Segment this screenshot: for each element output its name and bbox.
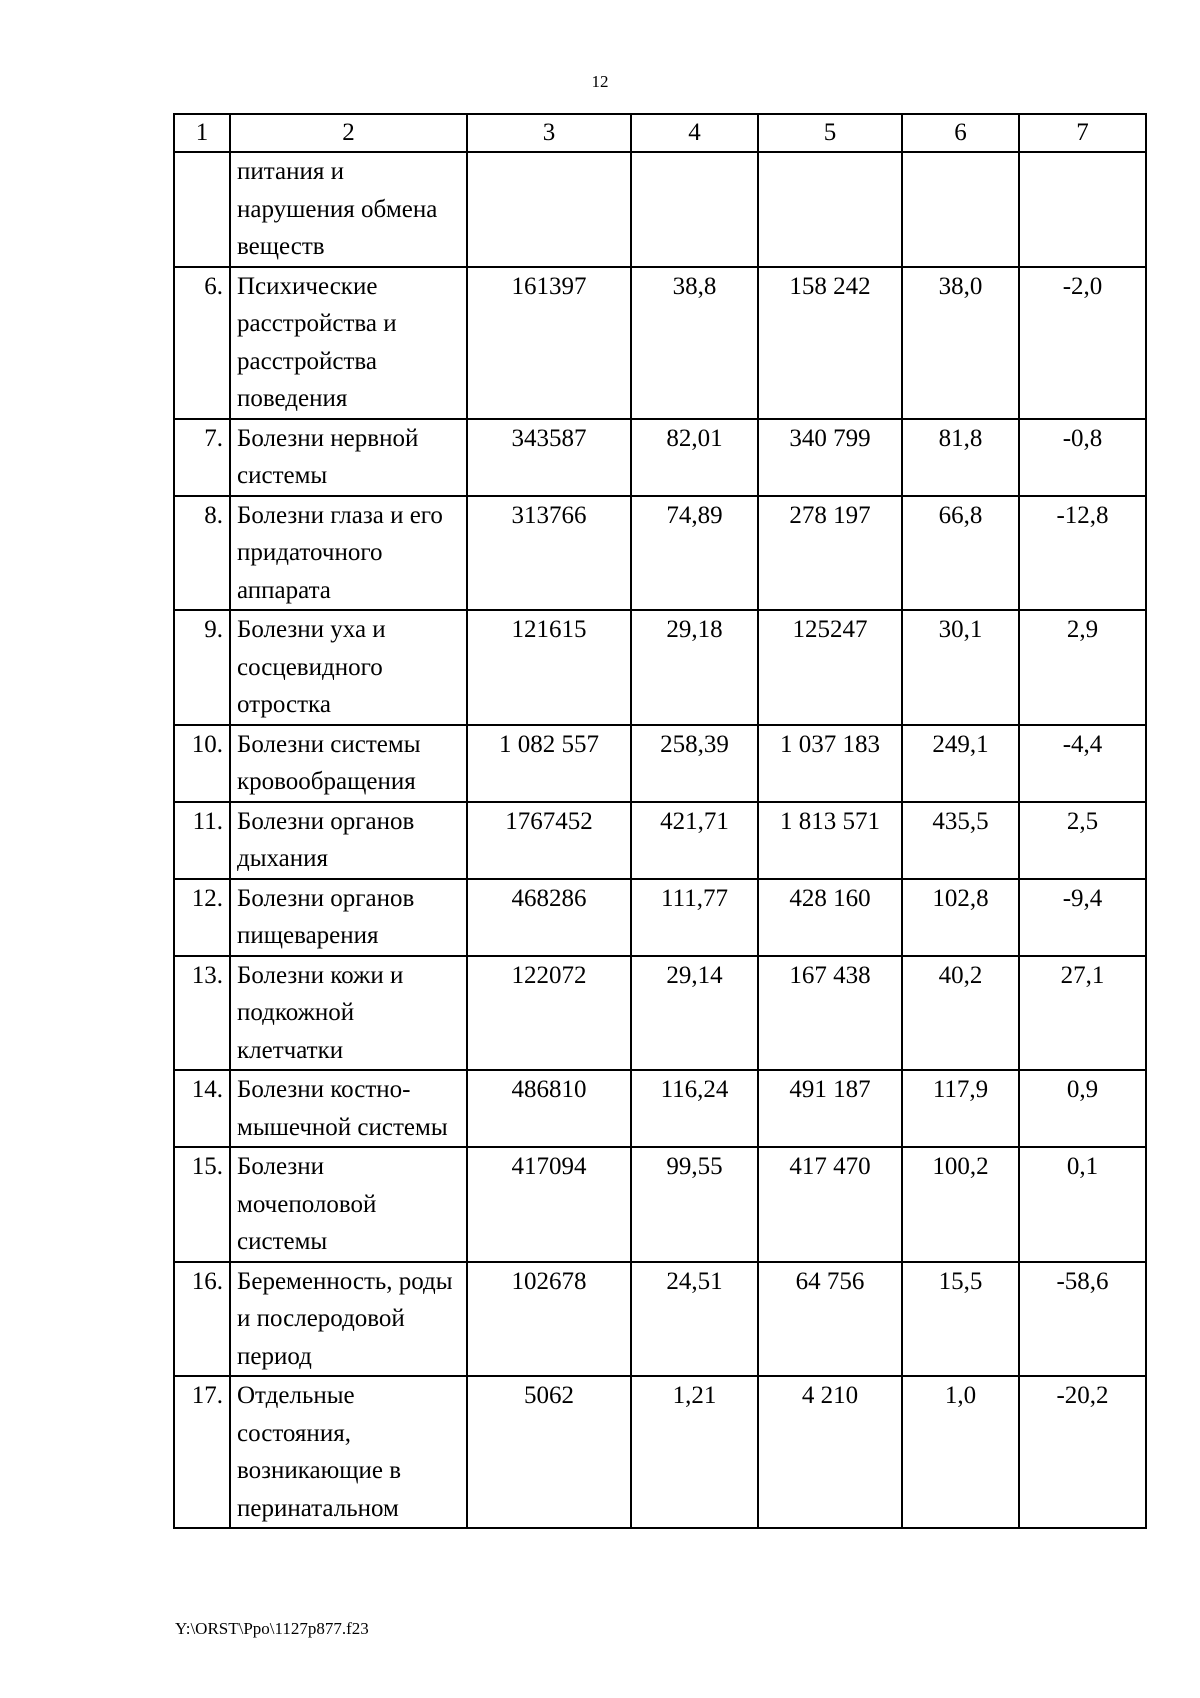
table-row	[174, 802, 1146, 879]
table-row	[174, 1262, 1146, 1377]
table-row	[174, 610, 1146, 725]
cell-col-4: 29,18	[631, 610, 758, 725]
cell-col-4: 258,39	[631, 725, 758, 802]
footer-file-path: Y:\ORST\Ppo\1127p877.f23	[175, 1619, 369, 1638]
row-number: 12.	[174, 879, 230, 956]
cell-col-5: 428 160	[758, 879, 902, 956]
cell-col-3: 1767452	[467, 802, 631, 879]
cell-col-6: 117,9	[902, 1070, 1019, 1147]
table-header-row	[174, 114, 1146, 152]
cell-col-6: 15,5	[902, 1262, 1019, 1377]
cell-col-7: -2,0	[1019, 267, 1146, 419]
disease-class-name: Болезни органов дыхания	[230, 802, 467, 879]
cell-col-6: 40,2	[902, 956, 1019, 1071]
cell-col-4: 74,89	[631, 496, 758, 611]
disease-class-name: Болезни глаза и его придаточного аппарата	[230, 496, 467, 611]
cell-col-4: 38,8	[631, 267, 758, 419]
table-row	[174, 496, 1146, 611]
row-number: 17.	[174, 1376, 230, 1528]
cell-col-6: 1,0	[902, 1376, 1019, 1528]
cell-col-3: 161397	[467, 267, 631, 419]
cell-col-7: -4,4	[1019, 725, 1146, 802]
cell-col-6: 435,5	[902, 802, 1019, 879]
cell-col-4	[631, 152, 758, 267]
column-header: 3	[467, 114, 631, 152]
disease-class-name: питания и нарушения обмена веществ	[230, 152, 467, 267]
row-number: 15.	[174, 1147, 230, 1262]
cell-col-7: -12,8	[1019, 496, 1146, 611]
disease-class-name: Беременность, роды и послеродовой период	[230, 1262, 467, 1377]
cell-col-5: 1 037 183	[758, 725, 902, 802]
cell-col-7: -9,4	[1019, 879, 1146, 956]
column-header: 2	[230, 114, 467, 152]
cell-col-6: 102,8	[902, 879, 1019, 956]
cell-col-5: 4 210	[758, 1376, 902, 1528]
cell-col-6: 100,2	[902, 1147, 1019, 1262]
row-number: 10.	[174, 725, 230, 802]
row-number: 16.	[174, 1262, 230, 1377]
cell-col-3: 1 082 557	[467, 725, 631, 802]
cell-col-6: 30,1	[902, 610, 1019, 725]
column-header: 1	[174, 114, 230, 152]
column-header: 6	[902, 114, 1019, 152]
disease-class-name: Болезни органов пищеварения	[230, 879, 467, 956]
row-number: 8.	[174, 496, 230, 611]
cell-col-5: 491 187	[758, 1070, 902, 1147]
cell-col-4: 24,51	[631, 1262, 758, 1377]
cell-col-6: 81,8	[902, 419, 1019, 496]
disease-class-name: Болезни нервной системы	[230, 419, 467, 496]
cell-col-4: 29,14	[631, 956, 758, 1071]
cell-col-3	[467, 152, 631, 267]
cell-col-5: 167 438	[758, 956, 902, 1071]
disease-class-name: Болезни уха и сосцевидного отростка	[230, 610, 467, 725]
row-number: 9.	[174, 610, 230, 725]
disease-class-name: Болезни костно-мышечной системы	[230, 1070, 467, 1147]
cell-col-5: 125247	[758, 610, 902, 725]
cell-col-3: 343587	[467, 419, 631, 496]
cell-col-5: 158 242	[758, 267, 902, 419]
disease-class-name: Болезни системы кровообращения	[230, 725, 467, 802]
cell-col-3: 468286	[467, 879, 631, 956]
cell-col-4: 1,21	[631, 1376, 758, 1528]
table-row	[174, 879, 1146, 956]
cell-col-4: 116,24	[631, 1070, 758, 1147]
cell-col-5: 1 813 571	[758, 802, 902, 879]
cell-col-7: 2,5	[1019, 802, 1146, 879]
cell-col-3: 5062	[467, 1376, 631, 1528]
cell-col-4: 421,71	[631, 802, 758, 879]
cell-col-7: -58,6	[1019, 1262, 1146, 1377]
column-header: 5	[758, 114, 902, 152]
cell-col-3: 313766	[467, 496, 631, 611]
cell-col-5: 64 756	[758, 1262, 902, 1377]
cell-col-3: 486810	[467, 1070, 631, 1147]
cell-col-7: 2,9	[1019, 610, 1146, 725]
table-row	[174, 725, 1146, 802]
data-table	[173, 113, 1147, 1529]
cell-col-6: 38,0	[902, 267, 1019, 419]
table-row	[174, 1376, 1146, 1528]
column-header: 7	[1019, 114, 1146, 152]
row-number: 7.	[174, 419, 230, 496]
disease-class-name: Болезни кожи и подкожной клетчатки	[230, 956, 467, 1071]
cell-col-7	[1019, 152, 1146, 267]
cell-col-4: 82,01	[631, 419, 758, 496]
cell-col-5	[758, 152, 902, 267]
cell-col-7: 0,9	[1019, 1070, 1146, 1147]
cell-col-5: 340 799	[758, 419, 902, 496]
cell-col-3: 417094	[467, 1147, 631, 1262]
cell-col-5: 417 470	[758, 1147, 902, 1262]
cell-col-6: 249,1	[902, 725, 1019, 802]
table-row	[174, 1147, 1146, 1262]
cell-col-7: 27,1	[1019, 956, 1146, 1071]
cell-col-7: 0,1	[1019, 1147, 1146, 1262]
cell-col-3: 121615	[467, 610, 631, 725]
disease-class-name: Отдельные состояния, возникающие в перинатальном	[230, 1376, 467, 1528]
row-number: 14.	[174, 1070, 230, 1147]
cell-col-6: 66,8	[902, 496, 1019, 611]
disease-class-name: Психические расстройства и расстройства поведения	[230, 267, 467, 419]
cell-col-7: -0,8	[1019, 419, 1146, 496]
cell-col-3: 122072	[467, 956, 631, 1071]
table-row	[174, 267, 1146, 419]
table-row	[174, 419, 1146, 496]
page-number: 12	[591, 72, 609, 91]
row-number: 6.	[174, 267, 230, 419]
row-number: 13.	[174, 956, 230, 1071]
cell-col-4: 99,55	[631, 1147, 758, 1262]
table-row	[174, 152, 1146, 267]
table-row	[174, 1070, 1146, 1147]
disease-class-name: Болезни мочеполовой системы	[230, 1147, 467, 1262]
row-number: 11.	[174, 802, 230, 879]
column-header: 4	[631, 114, 758, 152]
row-number	[174, 152, 230, 267]
table-row	[174, 956, 1146, 1071]
cell-col-4: 111,77	[631, 879, 758, 956]
cell-col-5: 278 197	[758, 496, 902, 611]
cell-col-7: -20,2	[1019, 1376, 1146, 1528]
cell-col-3: 102678	[467, 1262, 631, 1377]
cell-col-6	[902, 152, 1019, 267]
